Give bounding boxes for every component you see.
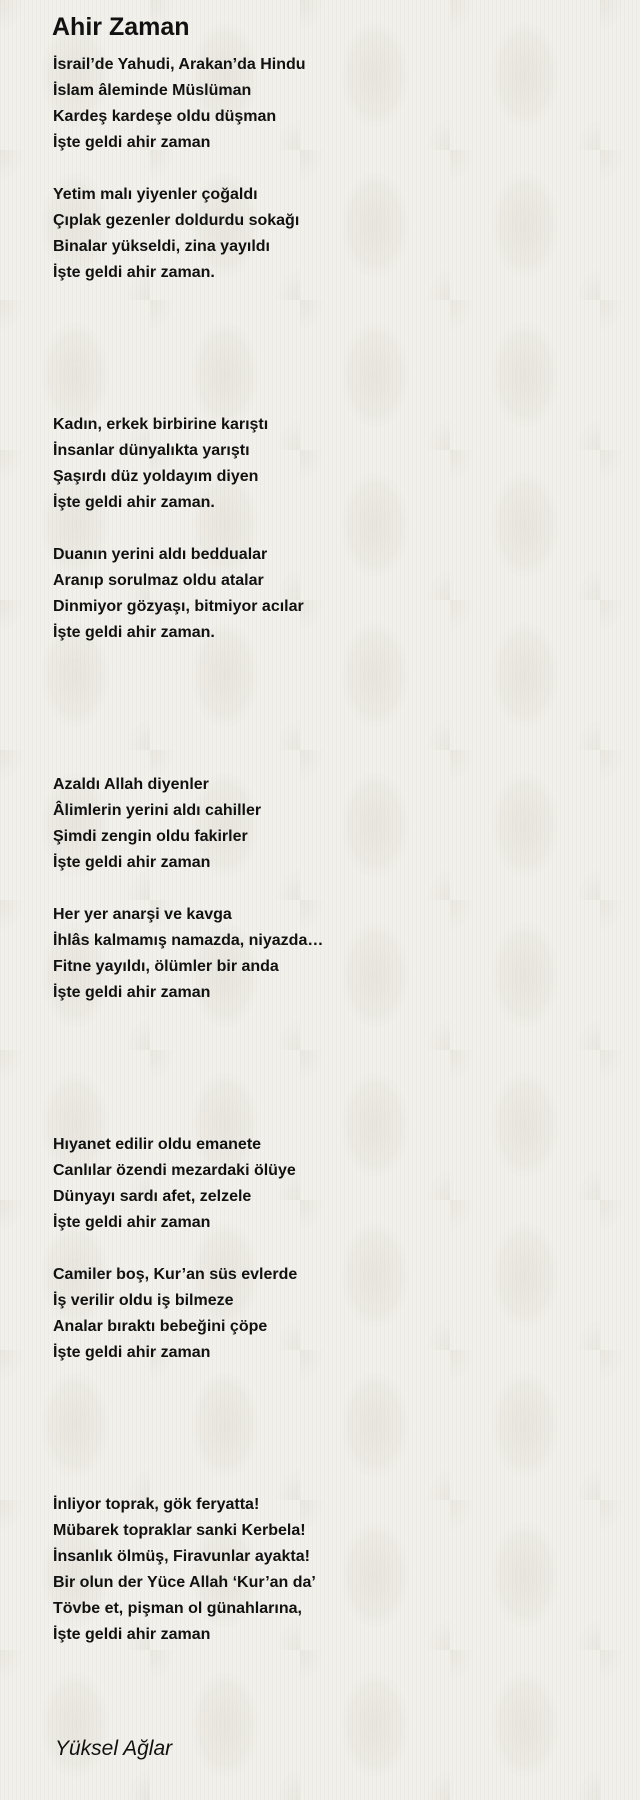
poem-line: Âlimlerin yerini aldı cahiller xyxy=(53,802,262,819)
poem-line: Yetim malı yiyenler çoğaldı xyxy=(53,186,258,203)
section-spacer xyxy=(53,286,613,412)
stanza-5 xyxy=(53,772,613,876)
stanza-4 xyxy=(53,542,613,646)
poem-line: Fitne yayıldı, ölümler bir anda xyxy=(53,958,279,975)
poem-line: İşte geldi ahir zaman. xyxy=(53,264,215,281)
poem-line: Mübarek topraklar sanki Kerbela! xyxy=(53,1522,306,1539)
stanza-9 xyxy=(53,1492,613,1648)
stanza-8 xyxy=(53,1262,613,1366)
section-spacer xyxy=(53,1366,613,1492)
section-spacer xyxy=(53,1006,613,1132)
poem-line: Kardeş kardeşe oldu düşman xyxy=(53,108,277,125)
poem-line: Aranıp sorulmaz oldu atalar xyxy=(53,572,264,589)
poem-line: Binalar yükseldi, zina yayıldı xyxy=(53,238,270,255)
poem-line: İşte geldi ahir zaman xyxy=(53,134,211,151)
poem-line: İşte geldi ahir zaman xyxy=(53,1626,211,1643)
poem-author: Yüksel Ağlar xyxy=(55,1737,173,1760)
poem-line: İşte geldi ahir zaman xyxy=(53,1214,211,1231)
stanza-2 xyxy=(53,182,613,286)
stanza-1 xyxy=(53,52,613,156)
poem-line: Çıplak gezenler doldurdu sokağı xyxy=(53,212,300,229)
stanza-spacer xyxy=(53,1236,613,1262)
stanza-7 xyxy=(53,1132,613,1236)
poem-line: İslam âleminde Müslüman xyxy=(53,82,252,99)
poem-line: Hıyanet edilir oldu emanete xyxy=(53,1136,262,1153)
poem-line: Dünyayı sardı afet, zelzele xyxy=(53,1188,252,1205)
stanza-6 xyxy=(53,902,613,1006)
poem-line: İşte geldi ahir zaman xyxy=(53,1344,211,1361)
poem-line: İş verilir oldu iş bilmeze xyxy=(53,1292,234,1309)
poem-line: Camiler boş, Kur’an süs evlerde xyxy=(53,1266,298,1283)
stanza-spacer xyxy=(53,516,613,542)
poem-line: Canlılar özendi mezardaki ölüye xyxy=(53,1162,296,1179)
poem-title: Ahir Zaman xyxy=(52,13,190,41)
poem-line: Dinmiyor gözyaşı, bitmiyor acılar xyxy=(53,598,304,615)
poem-line: İşte geldi ahir zaman. xyxy=(53,494,215,511)
stanza-spacer xyxy=(53,876,613,902)
poem-line: İşte geldi ahir zaman xyxy=(53,854,211,871)
poem-body xyxy=(53,52,613,1648)
poem-line: Şimdi zengin oldu fakirler xyxy=(53,828,248,845)
stanza-3 xyxy=(53,412,613,516)
poem-line: Her yer anarşi ve kavga xyxy=(53,906,232,923)
poem-line: İnsanlar dünyalıkta yarıştı xyxy=(53,442,250,459)
poem-line: İnsanlık ölmüş, Firavunlar ayakta! xyxy=(53,1548,310,1565)
section-spacer xyxy=(53,646,613,772)
poem-line: İsrail’de Yahudi, Arakan’da Hindu xyxy=(53,56,306,73)
poem-line: İhlâs kalmamış namazda, niyazda… xyxy=(53,932,324,949)
stanza-spacer xyxy=(53,156,613,182)
poem-line: Azaldı Allah diyenler xyxy=(53,776,209,793)
poem-line: Tövbe et, pişman ol günahlarına, xyxy=(53,1600,302,1617)
poem-line: Kadın, erkek birbirine karıştı xyxy=(53,416,269,433)
poem-line: Şaşırdı düz yoldayım diyen xyxy=(53,468,259,485)
poem-line: Duanın yerini aldı beddualar xyxy=(53,546,268,563)
poem-line: İşte geldi ahir zaman xyxy=(53,984,211,1001)
poem-line: İnliyor toprak, gök feryatta! xyxy=(53,1496,260,1513)
poem-line: Bir olun der Yüce Allah ‘Kur’an da’ xyxy=(53,1574,316,1591)
poem-line: Analar bıraktı bebeğini çöpe xyxy=(53,1318,268,1335)
poem-line: İşte geldi ahir zaman. xyxy=(53,624,215,641)
